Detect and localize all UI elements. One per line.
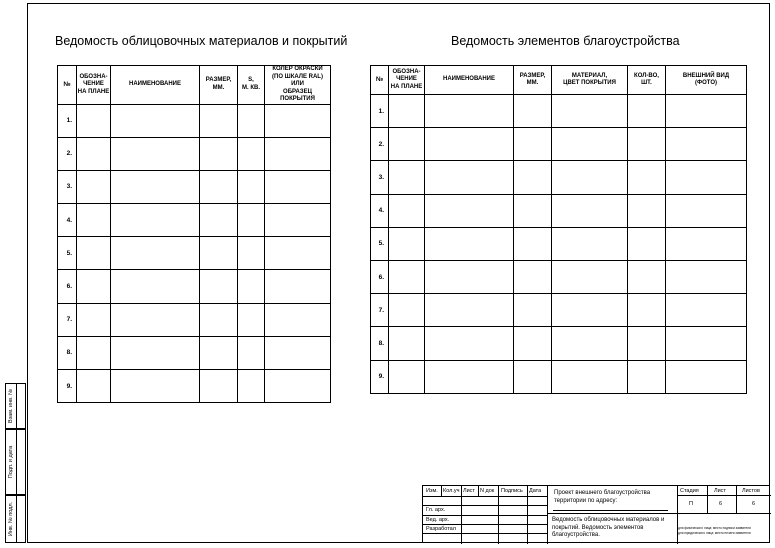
table-cell <box>389 95 425 128</box>
table-cell <box>514 128 552 161</box>
table-cell <box>389 194 425 227</box>
column-header: S, М. КВ. <box>238 66 265 105</box>
row-number: 6. <box>371 260 389 293</box>
table-cell <box>200 270 238 303</box>
column-header: № <box>371 66 389 95</box>
stamp-sheets-label: Листов <box>742 488 760 494</box>
side-field-inventory <box>5 495 26 543</box>
row-number: 3. <box>58 170 77 203</box>
table-cell <box>238 170 265 203</box>
table-cell <box>77 303 111 336</box>
left-table-title: Ведомость облицовочных материалов и покрытий <box>55 34 348 48</box>
table-cell <box>628 294 666 327</box>
table-row <box>371 161 747 194</box>
table-row <box>371 128 747 161</box>
table-cell <box>200 104 238 137</box>
stamp-sheet-value: 6 <box>719 501 723 507</box>
table-cell <box>552 161 628 194</box>
table-cell <box>514 260 552 293</box>
stamp-stage-label: Стадия <box>680 488 699 494</box>
table-row <box>371 194 747 227</box>
row-number: 7. <box>371 294 389 327</box>
table-cell <box>425 360 514 393</box>
table-cell <box>514 294 552 327</box>
table-cell <box>389 161 425 194</box>
stamp-note-legal: для юридического лица: место печати заявителя <box>678 531 751 535</box>
column-header: КОЛ-ВО, ШТ. <box>628 66 666 95</box>
table-cell <box>514 327 552 360</box>
table-cell <box>425 227 514 260</box>
table-cell <box>238 237 265 270</box>
table-row <box>58 137 331 170</box>
table-cell <box>666 360 747 393</box>
column-header: КОЛЕР ОКРАСКИ (ПО ШКАЛЕ RAL) ИЛИ ОБРАЗЕЦ ПОКРЫТИЯ <box>265 66 331 105</box>
finishing-materials-table <box>57 65 331 403</box>
table-cell <box>200 204 238 237</box>
table-header-row <box>58 66 331 105</box>
table-row <box>371 294 747 327</box>
table-cell <box>238 370 265 403</box>
stamp-sheet-label: Лист <box>714 488 726 494</box>
column-header: № <box>58 66 77 105</box>
column-header: НАИМЕНОВАНИЕ <box>111 66 200 105</box>
table-cell <box>77 204 111 237</box>
table-cell <box>628 128 666 161</box>
table-cell <box>111 237 200 270</box>
stamp-sheets-value: 6 <box>752 501 756 507</box>
table-cell <box>77 336 111 369</box>
table-cell <box>265 170 331 203</box>
table-cell <box>238 303 265 336</box>
table-cell <box>265 336 331 369</box>
table-cell <box>425 327 514 360</box>
table-cell <box>628 227 666 260</box>
table-cell <box>238 336 265 369</box>
table-cell <box>666 327 747 360</box>
column-header: ВНЕШНИЙ ВИД (ФОТО) <box>666 66 747 95</box>
table-cell <box>425 294 514 327</box>
table-cell <box>425 194 514 227</box>
table-cell <box>77 270 111 303</box>
stamp-col-count: Кол.уч <box>443 488 460 494</box>
table-cell <box>200 237 238 270</box>
table-row <box>371 227 747 260</box>
table-row <box>58 104 331 137</box>
stamp-col-sheet: Лист <box>463 488 475 494</box>
table-cell <box>425 95 514 128</box>
row-number: 8. <box>58 336 77 369</box>
column-header: РАЗМЕР, ММ. <box>200 66 238 105</box>
table-cell <box>628 360 666 393</box>
table-cell <box>666 294 747 327</box>
table-cell <box>514 360 552 393</box>
title-block <box>422 485 770 543</box>
table-cell <box>111 370 200 403</box>
side-label-inventory: Инв. № подл. <box>8 501 14 537</box>
column-header: НАИМЕНОВАНИЕ <box>425 66 514 95</box>
table-cell <box>628 95 666 128</box>
side-field-replacement <box>5 383 26 429</box>
table-cell <box>77 370 111 403</box>
row-number: 1. <box>58 104 77 137</box>
side-label-signature: Подп. и дата <box>8 445 14 479</box>
row-number: 7. <box>58 303 77 336</box>
column-header: МАТЕРИАЛ, ЦВЕТ ПОКРЫТИЯ <box>552 66 628 95</box>
table-cell <box>514 161 552 194</box>
table-cell <box>628 161 666 194</box>
table-cell <box>666 227 747 260</box>
table-cell <box>238 270 265 303</box>
row-number: 5. <box>371 227 389 260</box>
stamp-sheet-title: Ведомость облицовочных материалов и покрытий. Ведомость элементов благоустройства. <box>552 517 665 538</box>
stamp-note-individual: для физического лица: место подписи заявителя <box>678 526 751 530</box>
table-cell <box>552 260 628 293</box>
stamp-project: Проект внешнего благоустройства территории по адресу: <box>554 490 651 504</box>
table-cell <box>111 170 200 203</box>
row-number: 9. <box>58 370 77 403</box>
right-table-title: Ведомость элементов благоустройства <box>451 34 680 48</box>
table-cell <box>628 327 666 360</box>
table-cell <box>425 260 514 293</box>
stamp-col-signature: Подпись <box>501 488 523 494</box>
table-cell <box>200 137 238 170</box>
row-number: 1. <box>371 95 389 128</box>
table-cell <box>514 95 552 128</box>
row-number: 4. <box>371 194 389 227</box>
stamp-col-doc: N док <box>480 488 495 494</box>
table-row <box>58 204 331 237</box>
table-row <box>58 303 331 336</box>
table-cell <box>628 260 666 293</box>
table-row <box>371 360 747 393</box>
table-cell <box>666 128 747 161</box>
table-cell <box>628 194 666 227</box>
table-cell <box>111 204 200 237</box>
table-cell <box>111 104 200 137</box>
table-cell <box>200 170 238 203</box>
table-row <box>58 336 331 369</box>
table-cell <box>389 327 425 360</box>
row-number: 3. <box>371 161 389 194</box>
stamp-stage-value: П <box>689 501 693 507</box>
table-cell <box>389 360 425 393</box>
row-number: 8. <box>371 327 389 360</box>
table-cell <box>666 161 747 194</box>
table-cell <box>552 294 628 327</box>
table-cell <box>389 294 425 327</box>
table-cell <box>666 260 747 293</box>
table-cell <box>111 137 200 170</box>
table-cell <box>514 227 552 260</box>
table-cell <box>77 137 111 170</box>
table-cell <box>111 270 200 303</box>
table-cell <box>425 161 514 194</box>
table-cell <box>265 104 331 137</box>
table-cell <box>265 303 331 336</box>
table-header-row <box>371 66 747 95</box>
row-number: 9. <box>371 360 389 393</box>
table-cell <box>666 95 747 128</box>
table-cell <box>514 194 552 227</box>
table-cell <box>265 237 331 270</box>
table-cell <box>111 303 200 336</box>
table-cell <box>265 270 331 303</box>
table-row <box>371 95 747 128</box>
table-cell <box>552 360 628 393</box>
table-cell <box>552 194 628 227</box>
table-cell <box>77 104 111 137</box>
stamp-role-developer: Разработал <box>426 526 456 532</box>
stamp-role-chief: Гл. арх. <box>426 507 446 513</box>
table-row <box>58 270 331 303</box>
table-cell <box>77 237 111 270</box>
table-cell <box>77 170 111 203</box>
landscaping-elements-table <box>370 65 747 394</box>
row-number: 4. <box>58 204 77 237</box>
table-cell <box>552 95 628 128</box>
row-number: 6. <box>58 270 77 303</box>
row-number: 2. <box>371 128 389 161</box>
stamp-role-lead: Вед. арх. <box>426 517 450 523</box>
row-number: 5. <box>58 237 77 270</box>
column-header: ОБОЗНА- ЧЕНИЕ НА ПЛАНЕ <box>389 66 425 95</box>
table-cell <box>200 303 238 336</box>
table-cell <box>111 336 200 369</box>
table-row <box>371 260 747 293</box>
table-cell <box>389 260 425 293</box>
table-row <box>371 327 747 360</box>
side-field-signature <box>5 429 26 495</box>
table-cell <box>265 137 331 170</box>
table-cell <box>265 204 331 237</box>
table-cell <box>666 194 747 227</box>
table-cell <box>552 227 628 260</box>
side-label-replacement: Взам. инв. № <box>8 388 14 424</box>
table-cell <box>265 370 331 403</box>
stamp-col-date: Дата <box>529 488 542 494</box>
row-number: 2. <box>58 137 77 170</box>
table-cell <box>238 104 265 137</box>
column-header: ОБОЗНА- ЧЕНИЕ НА ПЛАНЕ <box>77 66 111 105</box>
table-cell <box>389 227 425 260</box>
table-cell <box>200 336 238 369</box>
table-row <box>58 237 331 270</box>
table-cell <box>200 370 238 403</box>
table-cell <box>552 327 628 360</box>
table-cell <box>238 137 265 170</box>
table-cell <box>425 128 514 161</box>
table-cell <box>552 128 628 161</box>
column-header: РАЗМЕР, ММ. <box>514 66 552 95</box>
stamp-col-change: Изм. <box>426 488 438 494</box>
table-row <box>58 170 331 203</box>
table-cell <box>389 128 425 161</box>
table-cell <box>238 204 265 237</box>
table-row <box>58 370 331 403</box>
